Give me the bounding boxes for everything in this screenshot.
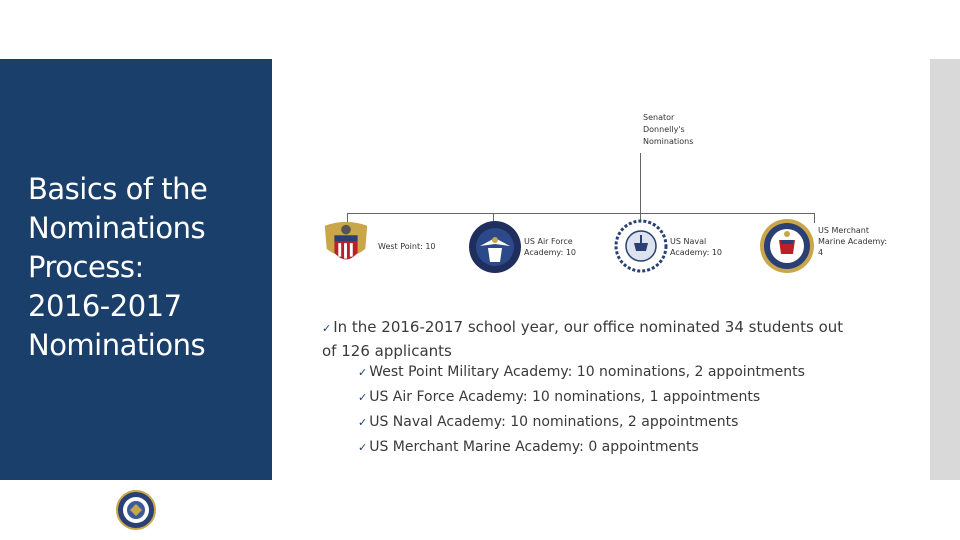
naval-academy-seal-icon [614, 218, 668, 274]
title-line: Basics of the [28, 172, 208, 206]
slide-title [28, 170, 268, 365]
air-force-academy-seal-icon [468, 220, 522, 274]
node-label [670, 236, 722, 258]
summary-main-bullet [322, 316, 862, 362]
title-line: 2016-2017 [28, 289, 182, 323]
node-label [818, 225, 887, 258]
root-line: Senator [643, 113, 675, 122]
node-label-line: 4 [818, 248, 824, 257]
root-line: Nominations [643, 137, 694, 146]
list-item [358, 435, 805, 460]
title-line: Nominations [28, 328, 206, 362]
list-item-text: US Merchant Marine Academy: 0 appointments [369, 439, 699, 455]
title-line: Process: [28, 250, 144, 284]
summary-main-text: In the 2016-2017 school year, our office nominated 34 students out of 126 applicants [322, 318, 844, 360]
node-label-line: Marine Academy: [818, 237, 888, 246]
bullet-icon: ✓ [322, 322, 332, 335]
senate-seal-icon [116, 490, 156, 530]
summary-sub-list [358, 360, 805, 460]
merchant-marine-seal-icon [758, 218, 816, 274]
bullet-icon: ✓ [358, 416, 368, 429]
list-item [358, 385, 805, 410]
node-label-line: Academy: 10 [524, 248, 576, 257]
node-label-line: US Naval [670, 237, 707, 246]
bullet-icon: ✓ [358, 441, 368, 454]
right-side-bar [930, 59, 960, 480]
node-label [524, 236, 576, 258]
bullet-icon: ✓ [358, 366, 368, 379]
title-line: Nominations [28, 211, 206, 245]
org-chart-root [643, 112, 723, 148]
horizontal-connector [347, 213, 814, 214]
bullet-icon: ✓ [358, 391, 368, 404]
node-label-line: Academy: 10 [670, 248, 722, 257]
list-item [358, 410, 805, 435]
root-connector [640, 153, 641, 213]
list-item [358, 360, 805, 385]
list-item-text: West Point Military Academy: 10 nominations, 2 appointments [369, 364, 805, 380]
list-item-text: US Naval Academy: 10 nominations, 2 appointments [369, 414, 739, 430]
node-label-line: US Merchant [818, 226, 869, 235]
west-point-crest-icon [318, 220, 374, 274]
node-label [378, 241, 436, 252]
root-line: Donnelly's [643, 125, 685, 134]
list-item-text: US Air Force Academy: 10 nominations, 1 appointments [369, 389, 761, 405]
node-label-line: US Air Force [524, 237, 573, 246]
node-label-line: West Point: 10 [378, 242, 436, 251]
